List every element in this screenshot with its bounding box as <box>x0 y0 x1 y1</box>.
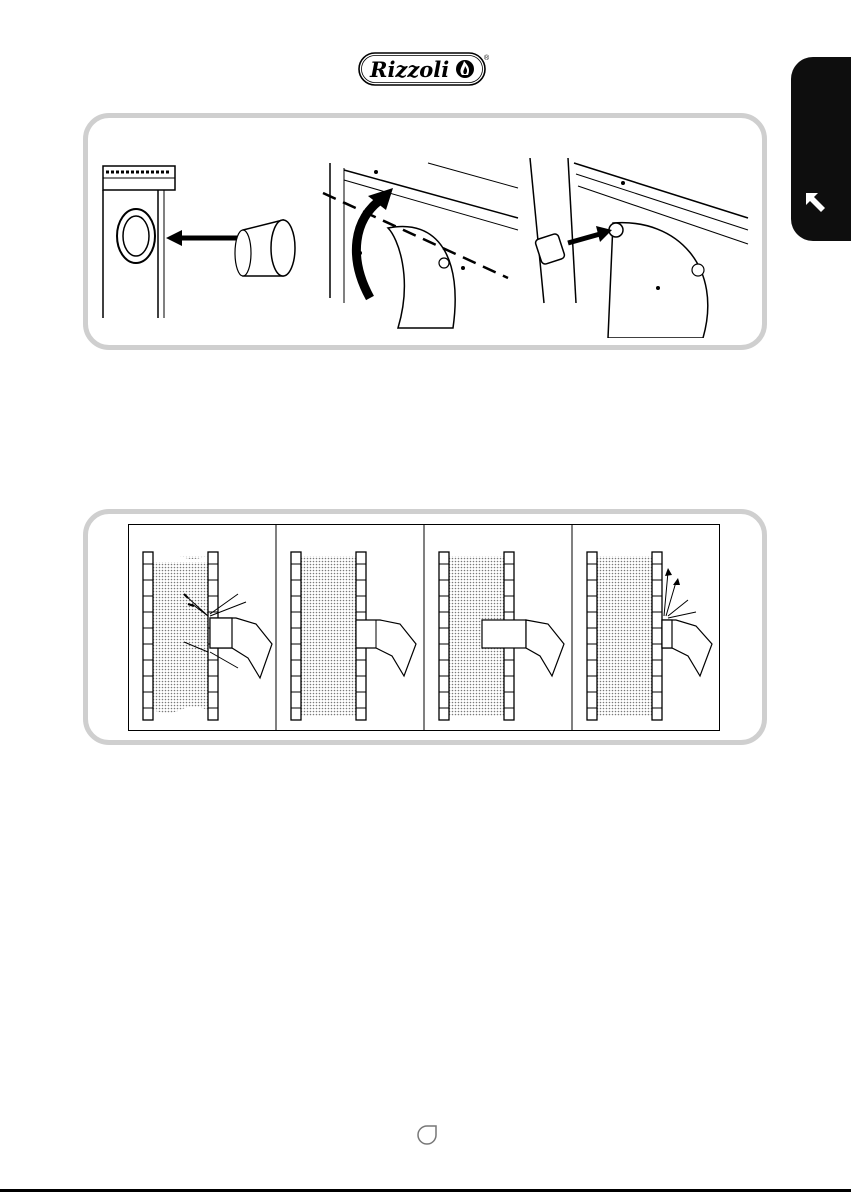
rotate-flange-step <box>323 163 518 328</box>
rizzoli-logo <box>358 52 492 86</box>
remove-cap-step <box>103 166 295 318</box>
section-side-tab[interactable] <box>791 57 851 241</box>
insert-plug-step <box>530 158 748 338</box>
hose-position-figure-panel <box>83 509 767 745</box>
arrow-up-left-icon <box>803 190 829 216</box>
page-number-badge <box>416 1124 438 1146</box>
installation-illustration <box>98 158 758 338</box>
hose-position-illustration <box>128 524 724 734</box>
svg-text:®: ® <box>484 55 490 62</box>
flame-icon <box>456 60 474 78</box>
installation-figure-panel <box>83 113 767 350</box>
svg-text:Rizzoli: Rizzoli <box>370 57 450 82</box>
